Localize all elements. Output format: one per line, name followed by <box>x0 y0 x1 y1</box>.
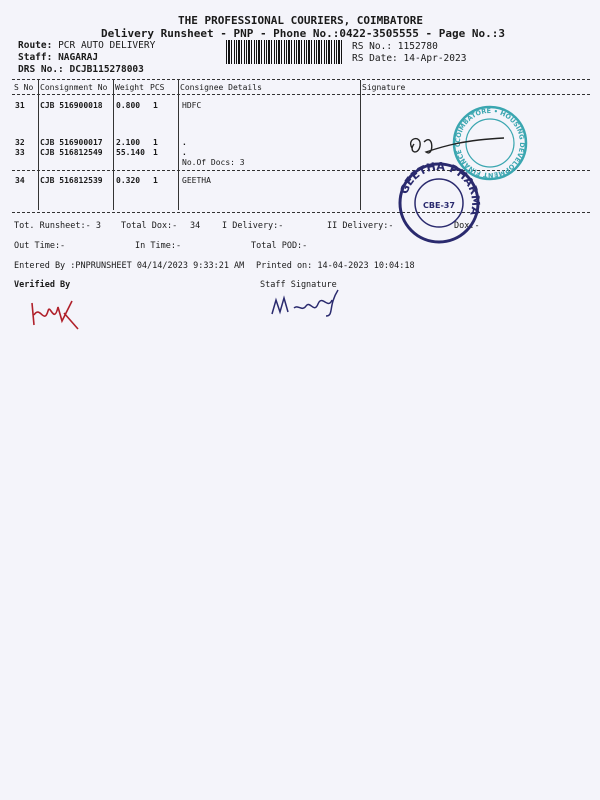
col-header-signature: Signature <box>362 83 406 92</box>
col-header-weight: Weight <box>115 83 144 92</box>
staff-value: NAGARAJ <box>58 52 99 63</box>
cell-weight: 0.320 <box>116 176 141 185</box>
barcode <box>226 40 342 64</box>
rs-date-label: RS Date: <box>352 53 398 64</box>
col-header-sno: S No <box>14 83 34 92</box>
in-time: In Time:- <box>135 241 182 251</box>
drs-line <box>18 64 144 75</box>
cell-sno: 31 <box>15 101 25 110</box>
rs-date-value: 14-Apr-2023 <box>403 53 467 64</box>
printed-on: Printed on: 14-04-2023 10:04:18 <box>256 261 415 271</box>
cell-consignee: . <box>182 148 187 157</box>
col-header-consignee: Consignee Details <box>180 83 262 92</box>
staff-signature <box>268 286 348 320</box>
bank-seal-text: COIMBATORE • HOUSING DEVELOPMENT FINANCE CORPORATION LTD. <box>447 97 527 180</box>
staff-label: Staff: <box>18 52 53 63</box>
cell-consignment: CJB 516900018 <box>40 101 103 110</box>
ii-delivery: II Delivery:- <box>327 221 394 231</box>
route-label: Route: <box>18 40 53 51</box>
pharma-seal-code: CBE-37 <box>423 201 455 210</box>
route-line <box>18 40 155 51</box>
drs-value: DCJB115278003 <box>69 64 144 75</box>
route-value: PCR AUTO DELIVERY <box>58 40 156 51</box>
cell-sno: 34 <box>15 176 25 185</box>
total-dox-value: 34 <box>190 221 201 231</box>
company-title: THE PROFESSIONAL COURIERS, COIMBATORE <box>178 14 424 27</box>
i-delivery: I Delivery:- <box>222 221 284 231</box>
no-of-docs: No.Of Docs: 3 <box>182 158 245 167</box>
verifier-signature <box>28 295 88 335</box>
cell-pcs: 1 <box>153 101 158 110</box>
col-divider-4 <box>360 80 361 210</box>
cell-weight: 0.800 <box>116 101 141 110</box>
col-divider-3 <box>178 80 179 210</box>
pharma-seal-text: GEETHA PHARMA <box>397 159 483 217</box>
tot-runsheet: Tot. Runsheet:- 3 <box>14 221 101 231</box>
rs-no-label: RS No.: <box>352 41 393 52</box>
cell-consignee: . <box>182 138 187 147</box>
consignee-signature <box>404 128 514 168</box>
cell-consignment: CJB 516812539 <box>40 176 103 185</box>
cell-consignee: GEETHA <box>182 176 211 185</box>
rs-no-line <box>352 41 438 52</box>
cell-weight: 2.100 <box>116 138 141 147</box>
table-bottom-rule <box>12 212 590 213</box>
staff-line <box>18 52 98 63</box>
verified-by-label: Verified By <box>14 280 71 290</box>
staff-signature-label: Staff Signature <box>260 280 337 290</box>
cell-consignee: HDFC <box>182 101 202 110</box>
col-divider-2 <box>113 80 114 210</box>
rs-date-line <box>352 53 466 64</box>
cell-pcs: 1 <box>153 138 158 147</box>
cell-weight: 55.140 <box>116 148 145 157</box>
cell-consignment: CJB 516900017 <box>40 138 103 147</box>
rs-no-value: 1152780 <box>397 41 438 52</box>
cell-consignment: CJB 516812549 <box>40 148 103 157</box>
cell-sno: 33 <box>15 148 25 157</box>
col-header-consignment: Consignment No <box>40 83 108 92</box>
drs-label: DRS No.: <box>18 64 64 75</box>
cell-pcs: 1 <box>153 176 158 185</box>
cell-pcs: 1 <box>153 148 158 157</box>
total-dox-label: Total Dox:- <box>121 221 178 231</box>
cell-sno: 32 <box>15 138 25 147</box>
col-header-pcs: PCS <box>150 83 165 92</box>
col-divider-1 <box>38 80 39 210</box>
out-time: Out Time:- <box>14 241 66 251</box>
total-pod: Total POD:- <box>251 241 308 251</box>
table-top-rule <box>12 79 590 80</box>
entered-by: Entered By :PNPRUNSHEET 04/14/2023 9:33:21 AM <box>14 261 245 271</box>
header-bottom-rule <box>12 94 590 95</box>
pharma-seal-stamp <box>396 160 482 246</box>
runsheet-title: Delivery Runsheet - PNP - Phone No.:0422-3505555 - Page No.:3 <box>101 27 505 40</box>
dox-suffix: Dox:- <box>454 221 480 231</box>
